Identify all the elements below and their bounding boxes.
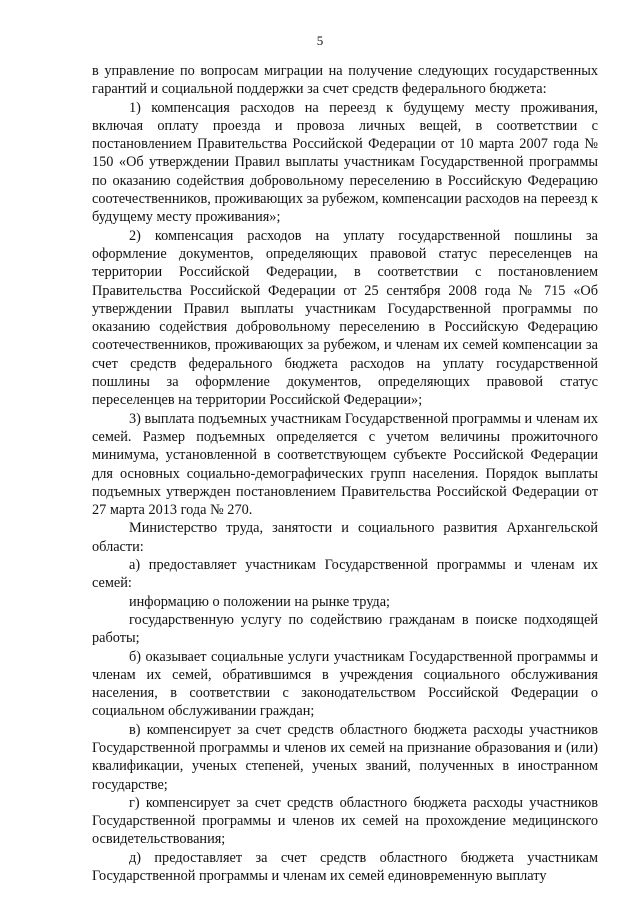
paragraph-item-v: в) компенсирует за счет средств областного бюджета расходы участников Государственной программы и членов их семей на признание образования и (или) квалификации, ученых степеней, ученых званий, полученных в иностранном государстве; bbox=[92, 721, 598, 793]
paragraph-item-d: д) предоставляет за счет средств областного бюджета участникам Государственной программы и членам их семей единовременную выплату bbox=[92, 849, 598, 885]
paragraph-item-1: 1) компенсация расходов на переезд к будущему месту проживания, включая оплату проезда и провоза личных вещей, в соответствии с постановлением Правительства Российской Федерации от 10 марта 2007 года № 150 «Об утверждении Правил выплаты участникам Государственной программы по оказанию содействия добровольному переселению в Российскую Федерацию соотечественников, проживающих за рубежом, компенсации расходов на переезд к будущему месту проживания»; bbox=[92, 99, 598, 226]
paragraph-intro: в управление по вопросам миграции на получение следующих государственных гарантий и социальной поддержки за счет средств федерального бюджета: bbox=[92, 63, 598, 98]
paragraph-job-search: государственную услугу по содействию гражданам в поиске подходящей работы; bbox=[92, 611, 598, 647]
document-body bbox=[92, 62, 598, 885]
paragraph-item-2: 2) компенсация расходов на уплату государственной пошлины за оформление документов, определяющих правовой статус переселенцев на территории Российской Федерации, в соответствии с постановлением Правительства Российской Федерации от 25 сентября 2008 года № 715 «Об утверждении Правил выплаты участникам Государственной программы по оказанию содействия добровольному переселению в Российскую Федерацию соотечественников, проживающих за рубежом, и членам их семей компенсации за счет средств федерального бюджета расходов на уплату государственной пошлины за оформление документов, определяющих правовой статус переселенцев на территории Российской Федерации»; bbox=[92, 227, 598, 409]
paragraph-ministry: Министерство труда, занятости и социального развития Архангельской области: bbox=[92, 520, 598, 555]
page-number: 5 bbox=[316, 33, 324, 48]
paragraph-item-a: а) предоставляет участникам Государственной программы и членам их семей: bbox=[92, 557, 598, 592]
paragraph-labor-market: информацию о положении на рынке труда; bbox=[129, 593, 391, 610]
paragraph-item-3: 3) выплата подъемных участникам Государственной программы и членам их семей. Размер подъемных определяется с учетом величины прожиточного минимума, установленной в соответствующем субъекте Российской Федерации для основных социально-демографических групп населения. Порядок выплаты подъемных утвержден постановлением Правительства Российской Федерации от 27 марта 2013 года № 270. bbox=[92, 410, 598, 519]
paragraph-item-g: г) компенсирует за счет средств областного бюджета расходы участников Государственной программы и членов их семей на прохождение медицинского освидетельствования; bbox=[92, 794, 598, 848]
paragraph-item-b: б) оказывает социальные услуги участникам Государственной программы и членам их семей, обратившимся в учреждения социального обслуживания населения, в соответствии с законодательством Российской Федерации о социальном обслуживании граждан; bbox=[92, 648, 598, 720]
